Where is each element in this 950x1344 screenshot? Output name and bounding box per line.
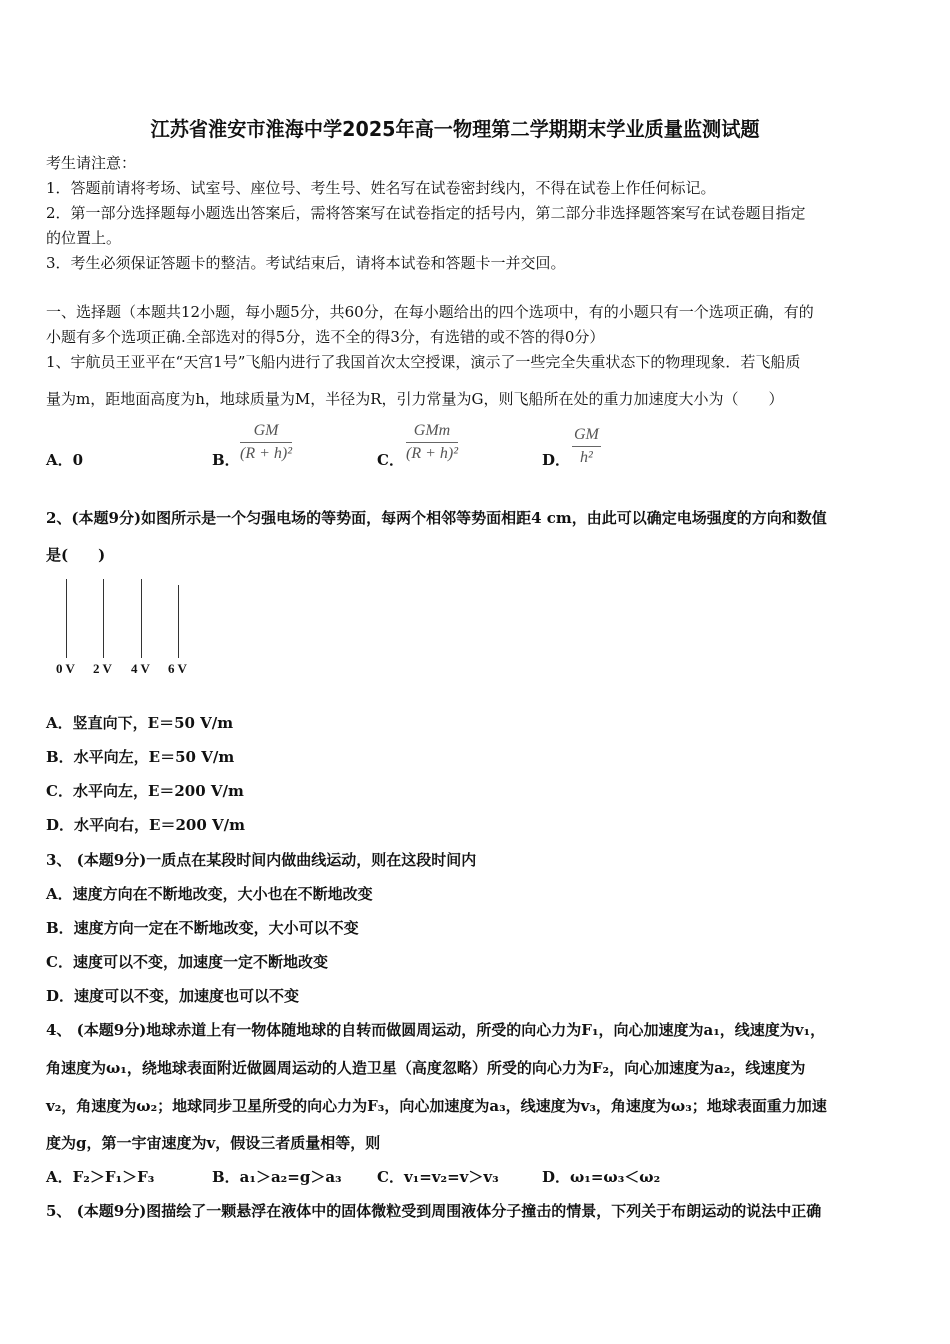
q2-option-a: A．竖直向下，E＝50 V/m bbox=[46, 714, 234, 732]
q1-option-d-label: D． bbox=[542, 451, 571, 469]
page-title: 江苏省淮安市淮海中学2025年高一物理第二学期期末学业质量监测试题 bbox=[150, 117, 760, 141]
q2-stem-cont: 是( ) bbox=[46, 546, 106, 564]
equipotential-line bbox=[103, 579, 104, 658]
option-label: A． bbox=[46, 451, 73, 469]
numerator: GM bbox=[253, 422, 279, 439]
notice-item: 3．考生必须保证答题卡的整洁。考试结束后，请将本试卷和答题卡一并交回。 bbox=[46, 254, 566, 272]
q4-stem-cont: 角速度为ω₁，绕地球表面附近做圆周运动的人造卫星（高度忽略）所受的向心力为F₂，向心加速度为a₂，线速度为 bbox=[46, 1059, 806, 1077]
q1-option-b-label: B． bbox=[212, 451, 240, 469]
q4-option-a: A．F₂＞F₁＞F₃ bbox=[46, 1168, 155, 1186]
equipotential-line bbox=[66, 579, 67, 658]
q3-option-a: A．速度方向在不断地改变，大小也在不断地改变 bbox=[46, 885, 373, 903]
q2-option-c: C．水平向左，E＝200 V/m bbox=[46, 782, 244, 800]
potential-label: 4 V bbox=[131, 661, 150, 676]
notice-heading: 考生请注意： bbox=[46, 154, 137, 172]
q2-option-b: B．水平向左，E＝50 V/m bbox=[46, 748, 235, 766]
q1-stem-cont: 量为m，距地面高度为h，地球质量为M，半径为R，引力常量为G，则飞船所在处的重力加速度大小为（ ） bbox=[46, 390, 784, 408]
numerator: GM bbox=[574, 426, 599, 443]
potential-label: 0 V bbox=[56, 661, 75, 676]
q4-stem-cont: v₂，角速度为ω₂；地球同步卫星所受的向心力为F₃，向心加速度为a₃，线速度为v₃，角速度为ω₃；地球表面重力加速 bbox=[46, 1097, 827, 1115]
notice-item: 的位置上。 bbox=[46, 229, 122, 247]
q3-option-d: D．速度可以不变，加速度也可以不变 bbox=[46, 987, 300, 1005]
q1-option-a bbox=[46, 449, 83, 470]
q4-stem-cont: 度为g，第一宇宙速度为v，假设三者质量相等，则 bbox=[46, 1134, 381, 1152]
notice-item: 1．答题前请将考场、试室号、座位号、考生号、姓名写在试卷密封线内，不得在试卷上作任何标记。 bbox=[46, 179, 716, 197]
q4-stem: 4、 (本题9分)地球赤道上有一物体随地球的自转而做圆周运动，所受的向心力为F₁，向心加速度为a₁，线速度为v₁， bbox=[46, 1021, 826, 1039]
q1-stem: 1、宇航员王亚平在“天宫1号”飞船内进行了我国首次太空授课，演示了一些完全失重状态下的物理现象．若飞船质 bbox=[46, 353, 801, 371]
q1-option-d-fraction bbox=[572, 426, 601, 467]
notice-item: 2．第一部分选择题每小题选出答案后，需将答案写在试卷指定的括号内，第二部分非选择题答案写在试卷题目指定 bbox=[46, 204, 806, 222]
equipotential-line bbox=[178, 585, 179, 658]
section-heading: 一、选择题（本题共12小题，每小题5分，共60分，在每小题给出的四个选项中，有的小题只有一个选项正确，有的 bbox=[46, 303, 814, 321]
denominator: (R + h)² bbox=[240, 445, 293, 462]
q4-option-b: B．a₁＞a₂=g＞a₃ bbox=[212, 1168, 342, 1186]
q3-option-b: B．速度方向一定在不断地改变，大小可以不变 bbox=[46, 919, 359, 937]
denominator: (R + h)² bbox=[406, 445, 459, 462]
q3-option-c: C．速度可以不变，加速度一定不断地改变 bbox=[46, 953, 328, 971]
q5-stem: 5、 (本题9分)图描绘了一颗悬浮在液体中的固体微粒受到周围液体分子撞击的情景，下列关于布朗运动的说法中正确 bbox=[46, 1202, 822, 1220]
potential-label: 6 V bbox=[168, 661, 187, 676]
q1-option-c-fraction bbox=[406, 422, 458, 463]
section-heading-cont: 小题有多个选项正确.全部选对的得5分，选不全的得3分，有选错的或不答的得0分） bbox=[46, 328, 605, 346]
option-value: 0 bbox=[72, 451, 84, 469]
numerator: GMm bbox=[413, 422, 451, 439]
q1-option-c-label: C． bbox=[377, 451, 404, 469]
q1-option-b-fraction bbox=[240, 422, 292, 463]
q2-option-d: D．水平向右，E＝200 V/m bbox=[46, 816, 245, 834]
q4-option-d: D．ω₁=ω₃＜ω₂ bbox=[542, 1168, 661, 1186]
q3-stem: 3、 (本题9分)一质点在某段时间内做曲线运动，则在这段时间内 bbox=[46, 851, 477, 869]
denominator: h² bbox=[580, 449, 593, 466]
q2-stem: 2、(本题9分)如图所示是一个匀强电场的等势面，每两个相邻等势面相距4 cm，由此可以确定电场强度的方向和数值 bbox=[46, 509, 827, 527]
potential-label: 2 V bbox=[93, 661, 112, 676]
equipotential-line bbox=[141, 579, 142, 658]
q4-option-c: C．v₁=v₂=v＞v₃ bbox=[377, 1168, 499, 1186]
